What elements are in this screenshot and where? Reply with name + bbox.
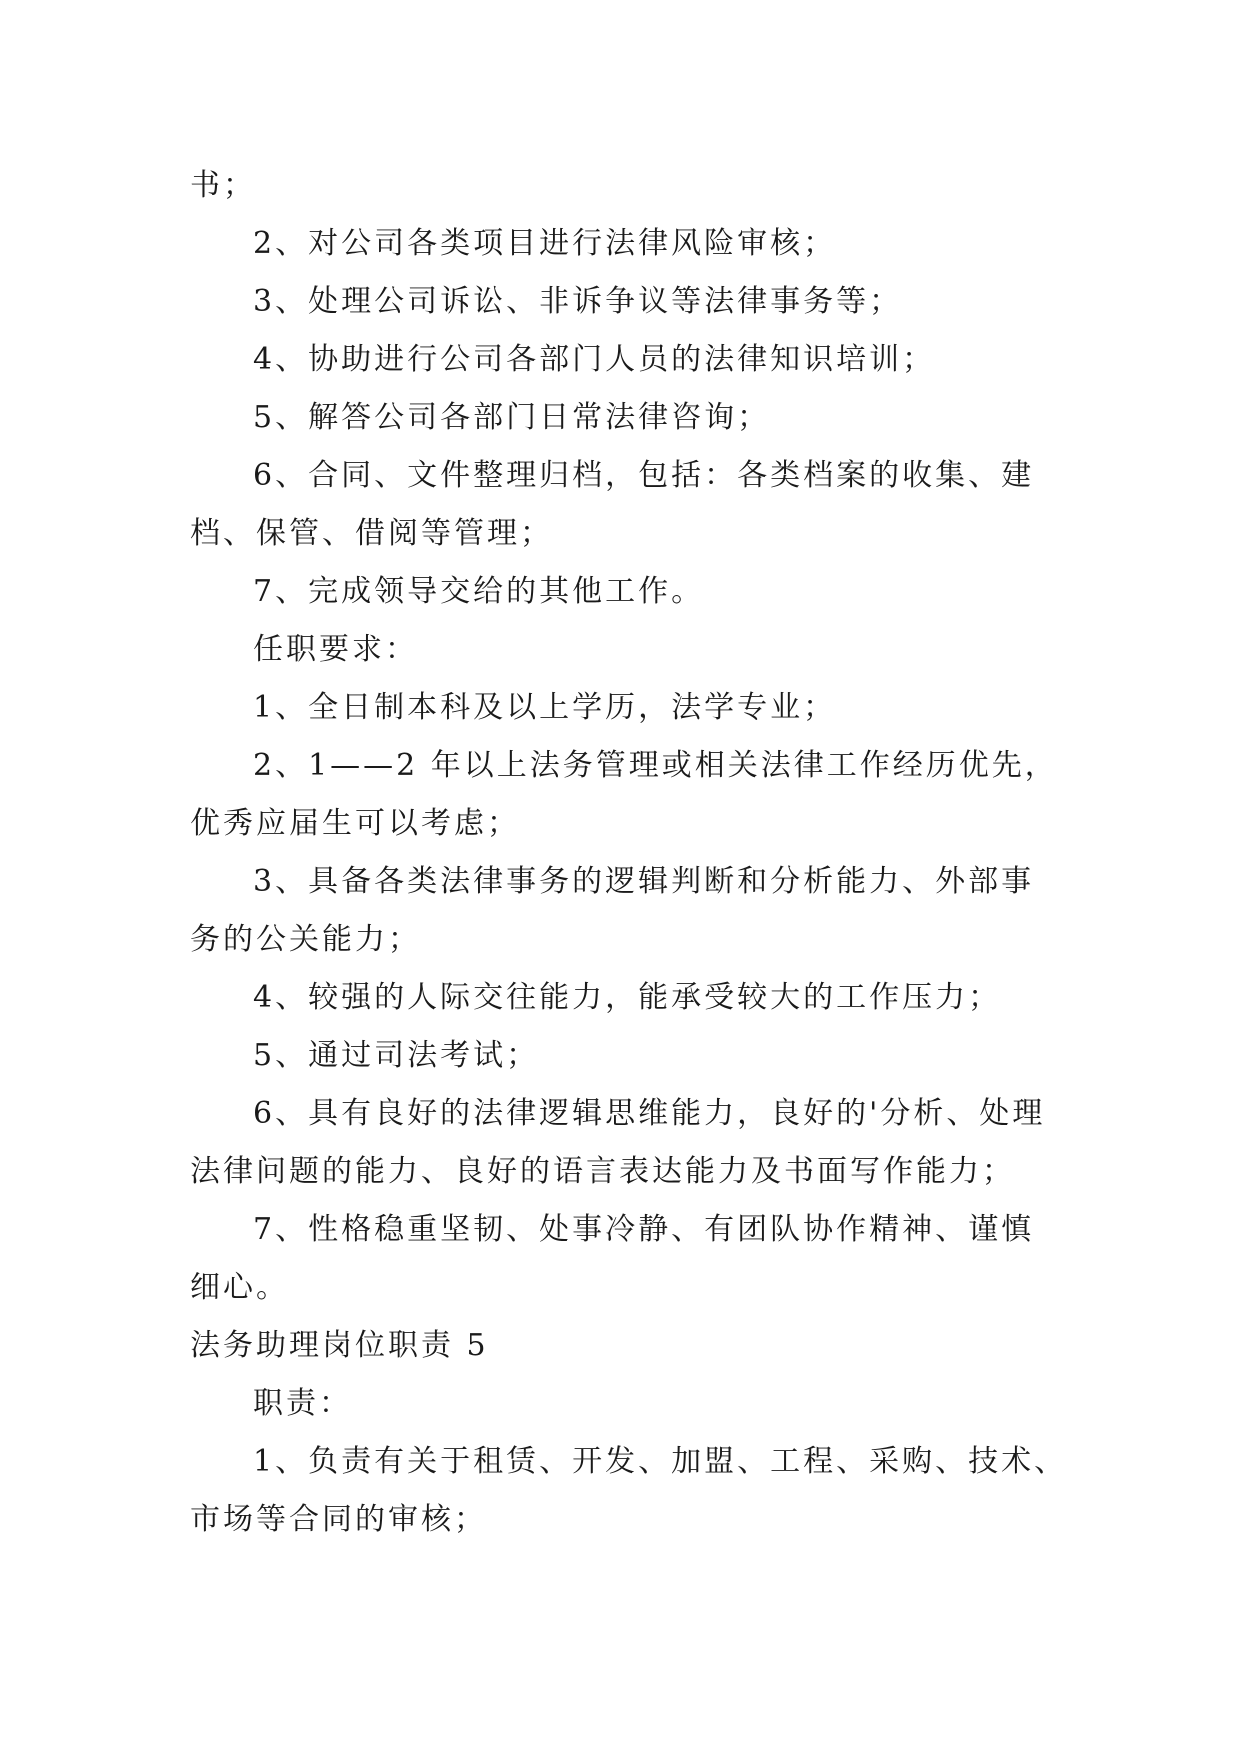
text-line: 务的公关能力； (190, 922, 421, 957)
text-line: 6、合同、文件整理归档，包括：各类档案的收集、建 (253, 458, 1035, 493)
text-line: 市场等合同的审核； (190, 1502, 487, 1537)
text-line: 2、对公司各类项目进行法律风险审核； (253, 226, 837, 261)
text-line: 7、完成领导交给的其他工作。 (253, 574, 705, 609)
text-line: 4、较强的人际交往能力，能承受较大的工作压力； (253, 980, 1002, 1015)
section-title: 法务助理岗位职责 5 (190, 1328, 489, 1363)
text-line: 5、通过司法考试； (253, 1038, 540, 1073)
text-line: 1、负责有关于租赁、开发、加盟、工程、采购、技术、 (253, 1444, 1068, 1479)
text-line: 7、性格稳重坚韧、处事冷静、有团队协作精神、谨慎 (253, 1212, 1035, 1247)
section-heading: 职责： (253, 1386, 352, 1421)
text-line: 5、解答公司各部门日常法律咨询； (253, 400, 771, 435)
text-line: 书； (190, 168, 256, 203)
text-line: 1、全日制本科及以上学历，法学专业； (253, 690, 837, 725)
text-line: 法律问题的能力、良好的语言表达能力及书面写作能力； (190, 1154, 1015, 1189)
text-line: 3、处理公司诉讼、非诉争议等法律事务等； (253, 284, 903, 319)
text-line: 4、协助进行公司各部门人员的法律知识培训； (253, 342, 936, 377)
section-heading: 任职要求： (253, 632, 418, 667)
text-line: 2、1——2 年以上法务管理或相关法律工作经历优先， (253, 748, 1058, 783)
text-line: 优秀应届生可以考虑； (190, 806, 520, 841)
text-line: 细心。 (190, 1270, 289, 1305)
text-line: 6、具有良好的法律逻辑思维能力，良好的'分析、处理 (253, 1096, 1046, 1131)
text-line: 3、具备各类法律事务的逻辑判断和分析能力、外部事 (253, 864, 1035, 899)
text-line: 档、保管、借阅等管理； (190, 516, 553, 551)
